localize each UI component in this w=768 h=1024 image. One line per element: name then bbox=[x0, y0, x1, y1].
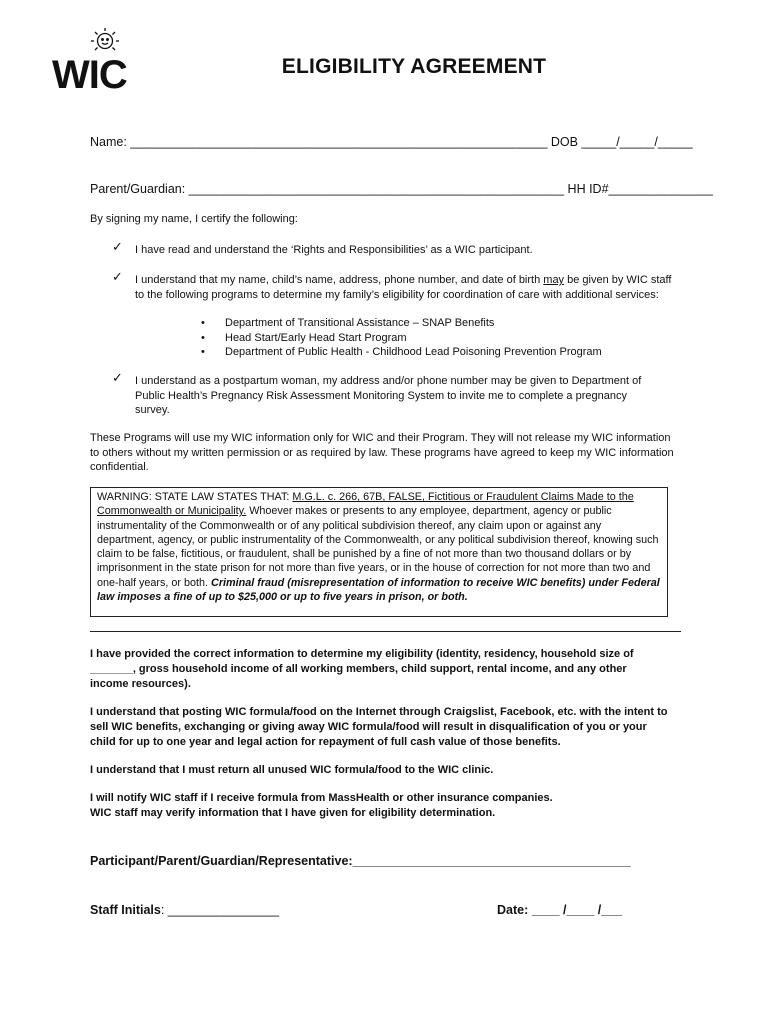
list-item: • Department of Transitional Assistance – SNAP Benefits bbox=[201, 316, 671, 331]
program-list bbox=[201, 316, 671, 360]
warning-lead: WARNING: STATE LAW STATES THAT: bbox=[97, 491, 293, 503]
federal-fraud-notice: Criminal fraud (misrepresentation of information to receive WIC benefits) under Federal law imposes a fine of up to $25,000 or up to five years in prison, or both. bbox=[97, 576, 660, 604]
name-field-line[interactable]: Name: ____________________________________________________________ DOB _____/_____/_____ bbox=[90, 135, 693, 149]
statement-internet-sale: I understand that posting WIC formula/food on the Internet through Craigslist, Facebook, etc. with the intent to sell WIC benefits, exchanging or giving away WIC formula/food will result in disqualification of you or your child for up to one year and legal action for repayment of full cash value of those benefits. bbox=[90, 706, 668, 748]
page-title: ELIGIBILITY AGREEMENT bbox=[281, 55, 547, 78]
intro-text: By signing my name, I certify the following: bbox=[90, 213, 298, 225]
staff-initials-line[interactable] bbox=[90, 903, 279, 917]
statement-return-formula: I understand that I must return all unused WIC formula/food to the WIC clinic. bbox=[90, 764, 494, 776]
programs-note: These Programs will use my WIC information only for WIC and their Program. They will not release my WIC information to others without my written permission or as required by law. These programs have agreed to keep my WIC information confidential. bbox=[90, 432, 674, 473]
statement-notify-staff: I will notify WIC staff if I receive formula from MassHealth or other insurance companies. bbox=[90, 792, 553, 804]
staff-initials-blank[interactable]: : ________________ bbox=[160, 903, 280, 917]
check-item-3: I understand as a postpartum woman, my address and/or phone number may be given to Department of Public Health’s Pregnancy Risk Assessment Monitoring System to invite me to complete a pregnancy survey. bbox=[135, 375, 642, 416]
check-item-2-text-a: I understand that my name, child’s name, address, phone number, and date of birth bbox=[135, 274, 544, 286]
checkmark-icon: ✓ bbox=[112, 239, 123, 254]
signature-line[interactable]: Participant/Parent/Guardian/Representative:________________________________________ bbox=[90, 854, 631, 868]
list-item: • Head Start/Early Head Start Program bbox=[201, 331, 671, 346]
check-item-2-text-b: be given by WIC staff to the following programs to determine my family’s eligibility for coordination of care with additional services: bbox=[135, 274, 672, 301]
checkmark-icon: ✓ bbox=[112, 370, 123, 385]
statement-verify: WIC staff may verify information that I have given for eligibility determination. bbox=[90, 807, 496, 819]
list-item: • Department of Public Health - Childhood Lead Poisoning Prevention Program bbox=[201, 345, 671, 360]
warning-statute: M.G.L. c. 266, 67B, FALSE, Fictitious or Fraudulent Claims Made to the Commonwealth or Municipality. bbox=[97, 491, 634, 518]
divider bbox=[90, 631, 681, 632]
check-item-2 bbox=[135, 273, 680, 302]
check-item-1: I have read and understand the ‘Rights and Responsibilities’ as a WIC participant. bbox=[135, 244, 533, 256]
warning-body: Whoever makes or presents to any employee, department, agency or public instrumentality of the Commonwealth or of any political subdivision thereof, any claim upon or against any department, agency, or public instrumentality of the Commonwealth, or any political subdivision thereof, knowing such claim to be false, fictitious, or fraudulent, shall be punished by a fine of not more than two thousand dollars or by imprisonment in the state prison for not more than five years, or in the house of correction for not more than two and one-half years, or both. bbox=[97, 505, 659, 589]
checkmark-icon: ✓ bbox=[112, 269, 123, 284]
logo-text: WIC bbox=[52, 53, 127, 92]
staff-initials-label: Staff Initials bbox=[90, 903, 161, 917]
date-line[interactable]: Date: ____ /____ /___ bbox=[497, 903, 623, 917]
guardian-field-line[interactable]: Parent/Guardian: ______________________________________________________ HH ID#_______________ bbox=[90, 182, 713, 196]
check-item-2-may: may bbox=[543, 274, 565, 286]
statement-eligibility: I have provided the correct information to determine my eligibility (identity, residency, household size of _______, gross household income of all working members, child support, rental income, and any other income resources). bbox=[90, 648, 634, 690]
warning-box bbox=[90, 487, 668, 617]
